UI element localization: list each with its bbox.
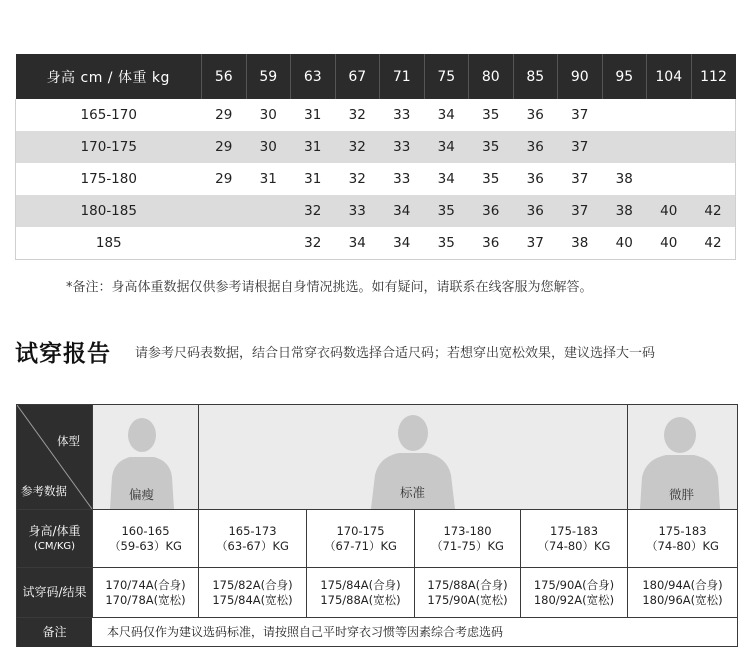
result-loose: 170/78A(宽松) <box>105 592 186 607</box>
table-row <box>16 99 736 131</box>
measure-weight: （59-63）KG <box>109 538 182 553</box>
weight-header: 75 <box>424 54 469 99</box>
size-cell: 38 <box>602 195 647 227</box>
weight-header: 112 <box>691 54 736 99</box>
height-label: 170-175 <box>16 131 202 163</box>
remark-label: 备注 <box>42 625 67 639</box>
result-fit: 175/82A(合身) <box>212 577 293 592</box>
result-fit: 180/94A(合身) <box>642 577 723 592</box>
result-fit: 170/74A(合身) <box>105 577 186 592</box>
report-subtitle: 请参考尺码表数据，结合日常穿衣码数选择合适尺码；若想穿出宽松效果，建议选择大一码 <box>135 346 656 361</box>
size-cell: 36 <box>526 107 544 123</box>
weight-header: 104 <box>647 54 692 99</box>
size-cell: 35 <box>437 235 455 251</box>
size-cell: 34 <box>348 235 366 251</box>
size-cell: 36 <box>513 195 558 227</box>
table-row <box>16 195 736 227</box>
remark-text: 本尺码仅作为建议选码标准，请按照自己平时穿衣习惯等因素综合考虑选码 <box>107 625 504 639</box>
result-cell <box>199 568 306 617</box>
size-cell: 35 <box>424 195 469 227</box>
size-cell: 40 <box>615 235 633 251</box>
size-cell: 34 <box>437 171 455 187</box>
size-cell: 32 <box>304 235 322 251</box>
size-cell: 34 <box>393 235 411 251</box>
result-row-header <box>17 568 92 617</box>
size-cell: 33 <box>393 107 411 123</box>
size-cell <box>246 195 291 227</box>
measure-cell <box>628 510 737 567</box>
size-cell: 30 <box>259 107 277 123</box>
measure-weight: （63-67）KG <box>216 538 289 553</box>
size-cell: 29 <box>202 131 247 163</box>
measure-cell <box>307 510 414 567</box>
measure-height: 173-180 <box>443 523 492 538</box>
size-cell: 31 <box>259 171 277 187</box>
weight-header: 67 <box>335 54 380 99</box>
measure-weight: （74-80）KG <box>646 538 719 553</box>
size-cell: 36 <box>513 131 558 163</box>
result-fit: 175/84A(合身) <box>320 577 401 592</box>
result-loose: 180/92A(宽松) <box>533 592 615 607</box>
size-cell: 31 <box>291 131 336 163</box>
result-loose: 175/88A(宽松) <box>320 592 401 607</box>
size-cell <box>691 99 736 131</box>
measure-height: 175-183 <box>549 523 599 538</box>
size-cell: 34 <box>424 131 469 163</box>
size-cell: 35 <box>469 131 514 163</box>
size-header-label: 身高 cm / 体重 kg <box>16 54 202 99</box>
report-title: 试穿报告 <box>15 341 111 367</box>
result-loose: 175/90A(宽松) <box>427 592 508 607</box>
remark-row-header <box>17 618 92 647</box>
size-cell <box>647 163 692 195</box>
size-cell: 36 <box>469 195 514 227</box>
size-cell: 42 <box>704 235 722 251</box>
size-cell: 31 <box>304 107 322 123</box>
weight-header: 56 <box>202 54 247 99</box>
size-chart-table <box>15 54 736 260</box>
weight-header: 95 <box>602 54 647 99</box>
measure-weight: （67-71）KG <box>324 538 397 553</box>
result-cell <box>628 568 737 617</box>
measure-height: 175-183 <box>658 523 707 538</box>
size-cell <box>691 131 736 163</box>
measure-unit-label: (CM/KG) <box>33 540 76 552</box>
measure-cell <box>521 510 627 567</box>
weight-header: 80 <box>469 54 514 99</box>
size-cell: 32 <box>348 171 366 187</box>
measure-height: 170-175 <box>336 523 385 538</box>
size-cell: 37 <box>558 131 603 163</box>
size-cell <box>691 163 736 195</box>
height-label: 165-170 <box>80 107 137 123</box>
weight-header: 90 <box>558 54 603 99</box>
table-row <box>16 227 736 260</box>
size-cell: 32 <box>291 195 336 227</box>
height-label: 180-185 <box>16 195 202 227</box>
table-row <box>16 163 736 195</box>
size-cell: 35 <box>482 171 500 187</box>
result-label: 试穿码/结果 <box>22 585 87 599</box>
size-cell <box>202 195 247 227</box>
size-cell: 30 <box>246 131 291 163</box>
size-cell: 29 <box>215 171 233 187</box>
body-type-standard: 标准 <box>400 485 426 500</box>
size-cell: 37 <box>526 235 544 251</box>
size-cell: 36 <box>526 171 544 187</box>
result-cell <box>93 568 198 617</box>
size-cell <box>647 131 692 163</box>
size-cell <box>602 131 647 163</box>
size-cell: 35 <box>482 107 500 123</box>
weight-header: 71 <box>380 54 425 99</box>
height-label: 175-180 <box>80 171 137 187</box>
size-cell: 33 <box>335 195 380 227</box>
measure-weight: （71-75）KG <box>431 538 504 553</box>
size-cell: 37 <box>571 107 589 123</box>
result-cell <box>521 568 627 617</box>
size-cell: 36 <box>482 235 500 251</box>
size-cell: 40 <box>660 235 678 251</box>
size-note: *备注：身高体重数据仅供参考请根据自身情况挑选。如有疑问，请联系在线客服为您解答。 <box>66 280 593 295</box>
size-cell: 40 <box>647 195 692 227</box>
result-loose: 175/84A(宽松) <box>212 592 293 607</box>
result-fit: 175/90A(合身) <box>533 577 615 592</box>
corner-top-label: 体型 <box>57 434 80 448</box>
measure-height: 160-165 <box>121 523 170 538</box>
result-fit: 175/88A(合身) <box>427 577 508 592</box>
body-type-slim: 偏瘦 <box>129 487 155 502</box>
measure-cell <box>199 510 306 567</box>
size-cell: 38 <box>571 235 589 251</box>
size-cell: 34 <box>437 107 455 123</box>
table-row <box>16 131 736 163</box>
size-cell: 31 <box>304 171 322 187</box>
measure-row-header <box>17 510 92 567</box>
weight-header: 63 <box>291 54 336 99</box>
corner-bottom-label: 参考数据 <box>21 484 67 498</box>
try-on-report-table <box>16 404 738 647</box>
size-header-row <box>16 54 736 99</box>
measure-cell <box>415 510 520 567</box>
body-type-chubby: 微胖 <box>669 487 695 502</box>
weight-header: 85 <box>513 54 558 99</box>
height-label: 185 <box>95 235 122 251</box>
size-cell: 34 <box>380 195 425 227</box>
measure-weight: （74-80）KG <box>537 538 611 553</box>
measure-cell <box>93 510 198 567</box>
size-cell: 37 <box>558 195 603 227</box>
size-cell <box>647 99 692 131</box>
size-cell: 42 <box>691 195 736 227</box>
size-cell <box>202 227 247 260</box>
size-cell: 38 <box>615 171 633 187</box>
result-loose: 180/96A(宽松) <box>642 592 723 607</box>
size-cell: 29 <box>215 107 233 123</box>
measure-label: 身高/体重 <box>28 523 81 538</box>
result-cell <box>415 568 520 617</box>
corner-header <box>17 405 92 509</box>
size-cell: 33 <box>393 171 411 187</box>
measure-height: 165-173 <box>228 523 277 538</box>
weight-header: 59 <box>246 54 291 99</box>
result-cell <box>307 568 414 617</box>
size-cell <box>602 99 647 131</box>
size-cell: 32 <box>335 131 380 163</box>
size-cell <box>246 227 291 260</box>
size-cell: 37 <box>571 171 589 187</box>
size-cell: 32 <box>348 107 366 123</box>
size-cell: 33 <box>380 131 425 163</box>
